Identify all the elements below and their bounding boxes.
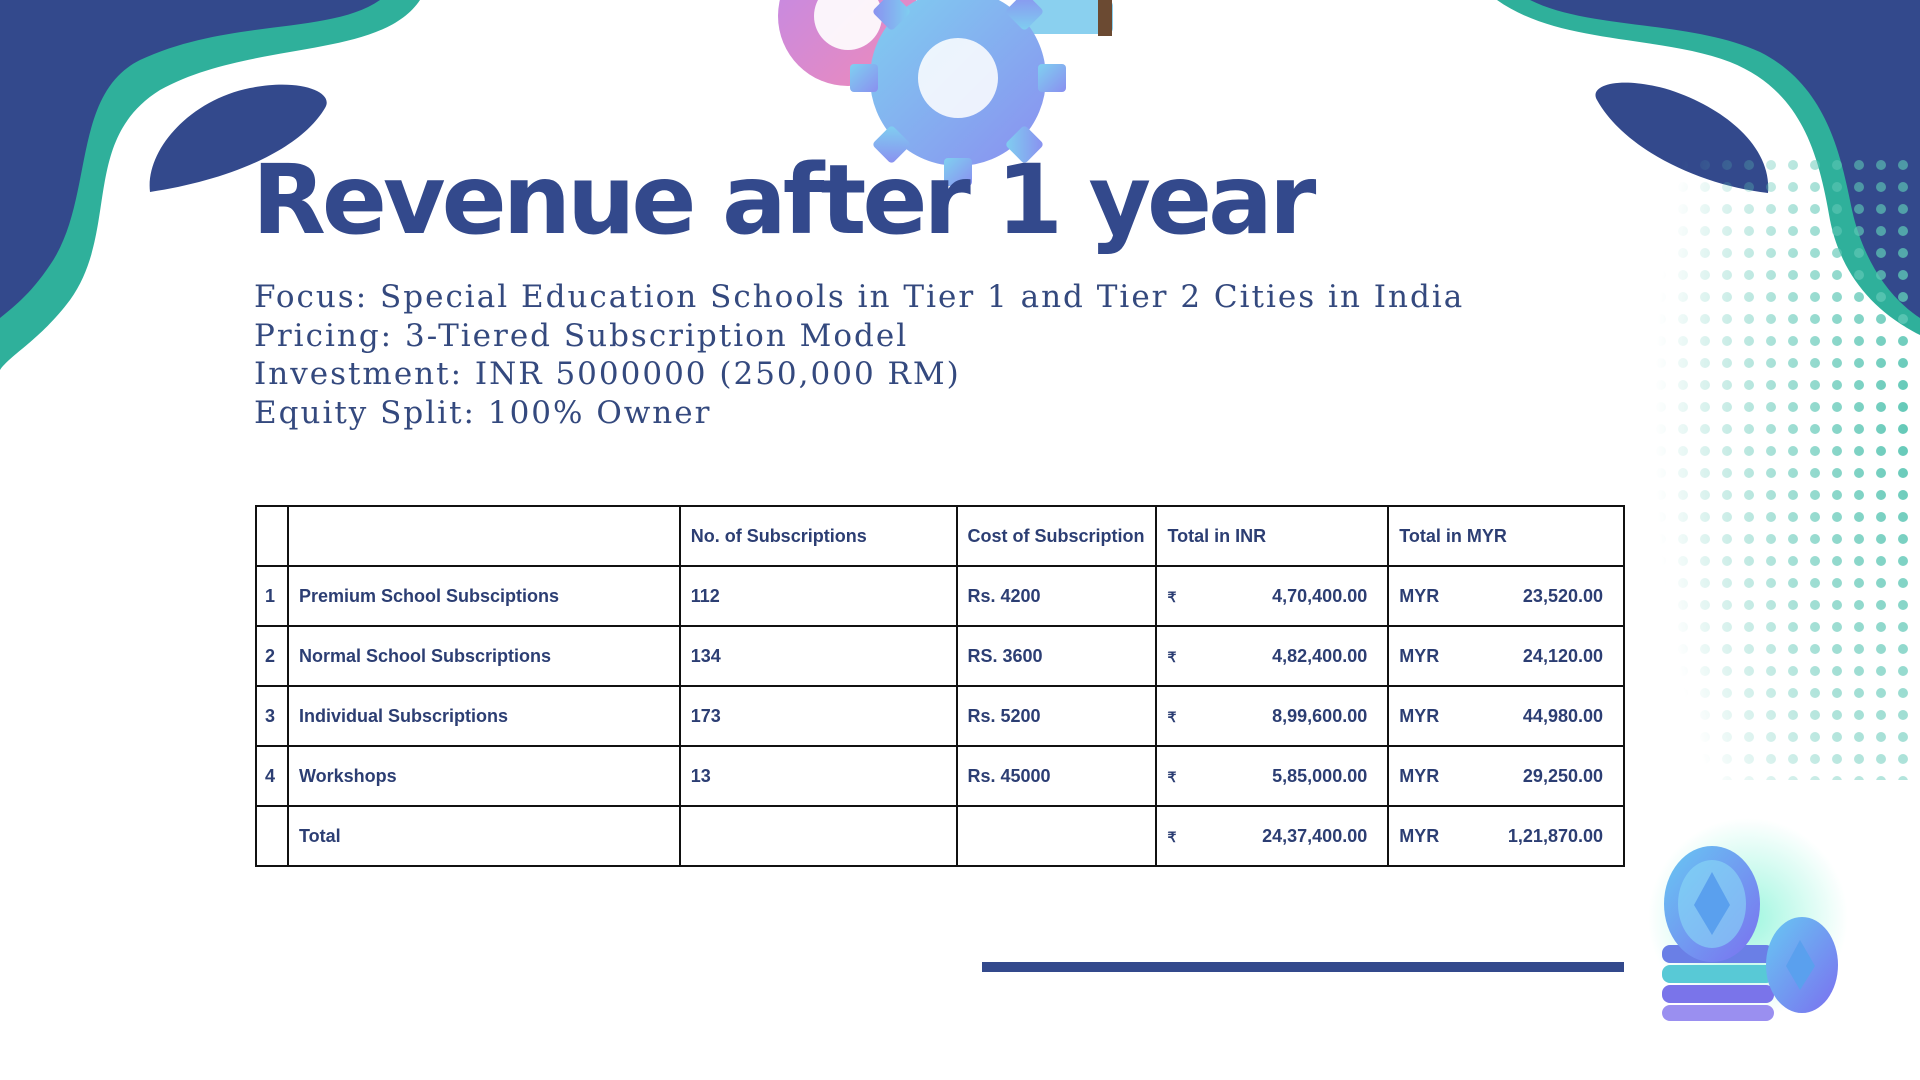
coin-stack-icon [1648, 818, 1848, 1021]
inr-amount: 4,70,400.00 [1272, 585, 1368, 606]
myr-amount: 29,250.00 [1522, 765, 1603, 786]
info-block [254, 278, 1464, 432]
row-subscriptions: 112 [680, 566, 957, 626]
myr-label: MYR [1399, 765, 1440, 786]
row-number: 4 [256, 746, 288, 806]
row-cost: Rs. 45000 [957, 746, 1157, 806]
inr-amount: 24,37,400.00 [1262, 825, 1368, 846]
table-row [256, 686, 1624, 746]
header-cell-cost: Cost of Subscription [957, 506, 1157, 566]
myr-label: MYR [1399, 585, 1440, 606]
total-myr [1388, 806, 1624, 866]
row-cost: RS. 3600 [957, 626, 1157, 686]
rupee-symbol: ₹ [1167, 828, 1177, 845]
table-row [256, 626, 1624, 686]
row-name: Workshops [288, 746, 680, 806]
row-number: 2 [256, 626, 288, 686]
row-total-myr [1388, 746, 1624, 806]
myr-amount: 23,520.00 [1522, 585, 1603, 606]
info-focus: Focus: Special Education Schools in Tier 1 and Tier 2 Cities in India [254, 279, 1465, 315]
row-total-myr [1388, 686, 1624, 746]
row-name: Individual Subscriptions [288, 686, 680, 746]
accent-bar [982, 962, 1624, 972]
info-pricing: Pricing: 3-Tiered Subscription Model [254, 317, 909, 354]
row-total-myr [1388, 566, 1624, 626]
myr-label: MYR [1399, 645, 1440, 666]
row-total-inr [1156, 686, 1388, 746]
header-cell-name [288, 506, 680, 566]
row-total-inr [1156, 566, 1388, 626]
inr-amount: 5,85,000.00 [1272, 765, 1368, 786]
myr-amount: 1,21,870.00 [1507, 825, 1603, 846]
row-total-myr [1388, 626, 1624, 686]
halftone-dots [1640, 160, 1920, 780]
info-investment: Investment: INR 5000000 (250,000 RM) [254, 356, 961, 392]
header-cell-total-myr: Total in MYR [1388, 506, 1624, 566]
total-cost-empty [957, 806, 1157, 866]
myr-label: MYR [1399, 705, 1440, 726]
row-name: Premium School Subsciptions [288, 566, 680, 626]
table-total-row [256, 806, 1624, 866]
header-cell-subscriptions: No. of Subscriptions [680, 506, 957, 566]
row-number: 1 [256, 566, 288, 626]
total-label: Total [288, 806, 680, 866]
inr-amount: 4,82,400.00 [1272, 645, 1368, 666]
table-row [256, 746, 1624, 806]
myr-amount: 24,120.00 [1522, 645, 1603, 666]
info-equity: Equity Split: 100% Owner [254, 394, 712, 431]
slide-title: Revenue after 1 year [252, 144, 1313, 256]
rupee-symbol: ₹ [1167, 588, 1177, 605]
total-subscriptions-empty [680, 806, 957, 866]
row-cost: Rs. 4200 [957, 566, 1157, 626]
row-total-inr [1156, 626, 1388, 686]
rupee-symbol: ₹ [1167, 768, 1177, 785]
table-row [256, 566, 1624, 626]
inr-amount: 8,99,600.00 [1272, 705, 1368, 726]
row-subscriptions: 134 [680, 626, 957, 686]
myr-amount: 44,980.00 [1522, 705, 1603, 726]
table-header-row [256, 506, 1624, 566]
rupee-symbol: ₹ [1167, 648, 1177, 665]
row-cost: Rs. 5200 [957, 686, 1157, 746]
row-name: Normal School Subscriptions [288, 626, 680, 686]
myr-label: MYR [1399, 825, 1440, 846]
revenue-table [255, 505, 1625, 867]
row-total-inr [1156, 746, 1388, 806]
total-row-number [256, 806, 288, 866]
row-number: 3 [256, 686, 288, 746]
row-subscriptions: 13 [680, 746, 957, 806]
row-subscriptions: 173 [680, 686, 957, 746]
header-cell-total-inr: Total in INR [1156, 506, 1388, 566]
rupee-symbol: ₹ [1167, 708, 1177, 725]
total-inr [1156, 806, 1388, 866]
header-cell-num [256, 506, 288, 566]
